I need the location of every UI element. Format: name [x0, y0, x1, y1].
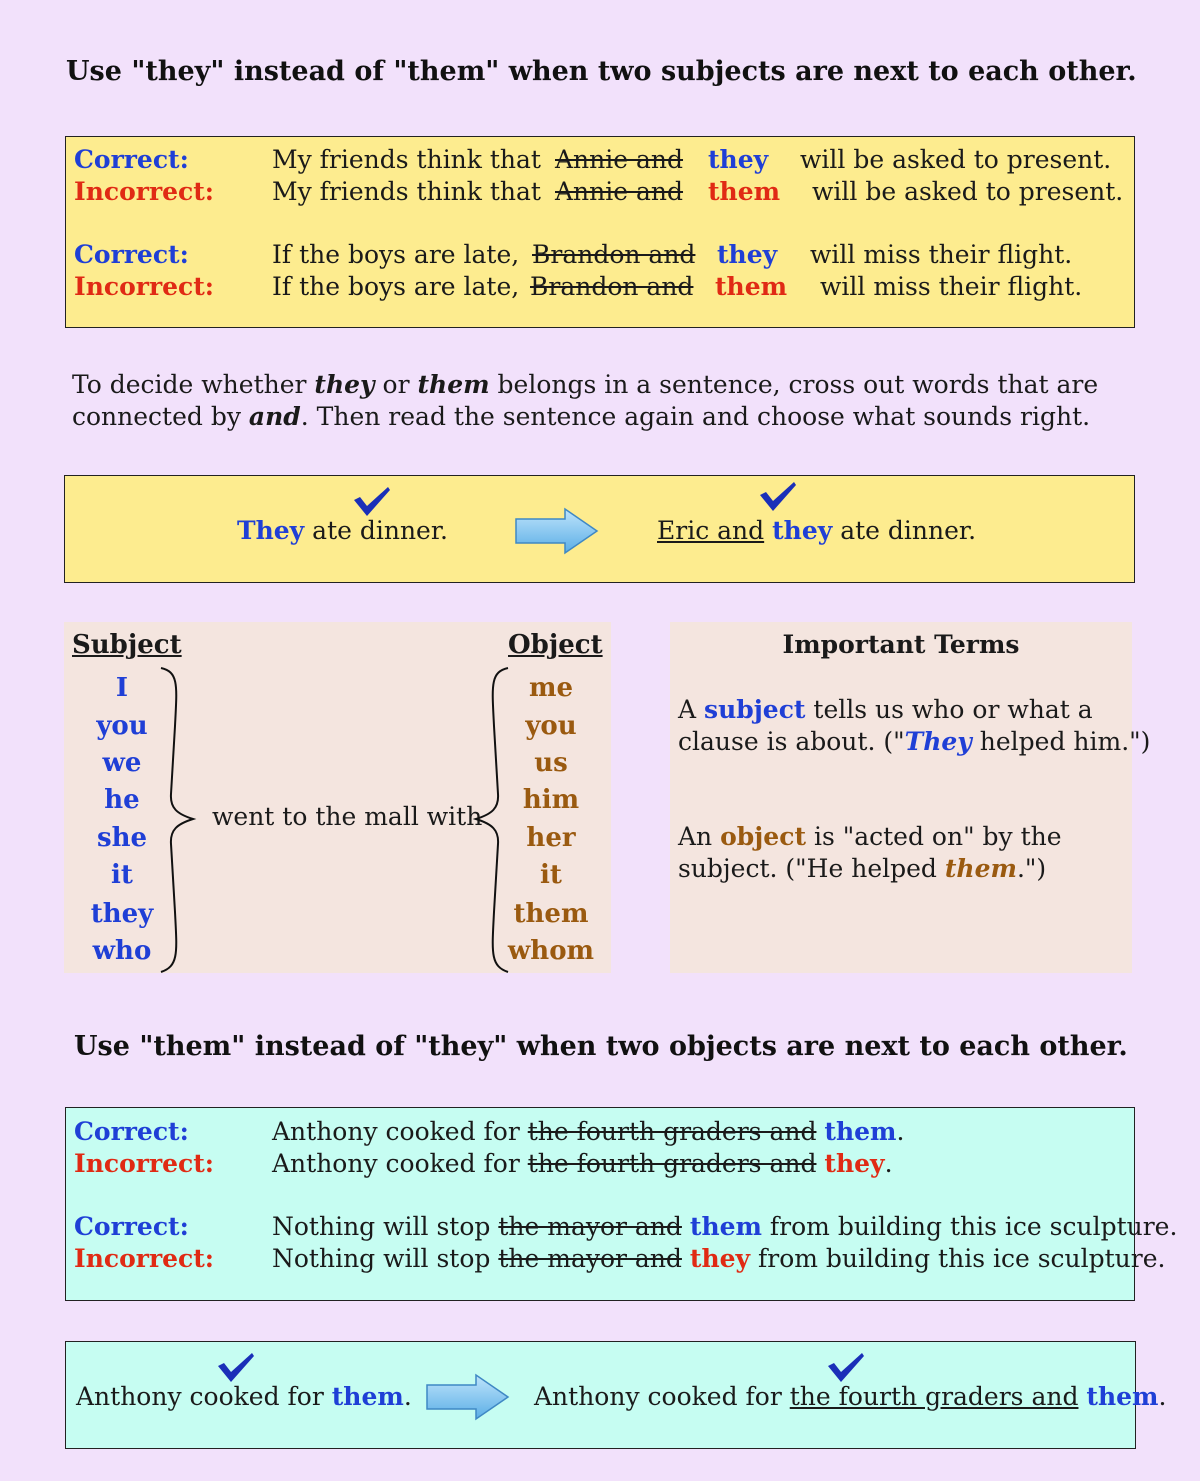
row-sentence: [272, 1212, 1177, 1241]
row-label: Correct:: [74, 145, 189, 174]
sentence-end: .: [1158, 1382, 1167, 1411]
instruction-text: connected by: [72, 402, 249, 431]
object-header: Object: [508, 630, 603, 660]
right-brace: [159, 666, 199, 974]
sentence-end: .: [403, 1382, 412, 1411]
definition-text: ."): [1016, 854, 1047, 883]
demo-right-sentence: [657, 516, 976, 545]
row-start: Nothing will stop: [272, 1212, 499, 1241]
demo-right-sentence: [534, 1382, 1166, 1411]
row-end: from building this ice sculpture.: [750, 1244, 1166, 1273]
demo-left-sentence: [237, 516, 448, 545]
pronoun: they: [717, 240, 778, 269]
subject-pronoun: we: [102, 748, 142, 778]
row-end: .: [896, 1117, 905, 1146]
object-pronoun: them: [513, 899, 589, 929]
row-label: Incorrect:: [74, 1149, 215, 1178]
row-start: If the boys are late,: [272, 272, 520, 301]
subject-pronoun: I: [115, 673, 129, 703]
definition-text: subject. ("He helped: [678, 854, 945, 883]
object-pronoun: him: [522, 785, 580, 815]
sentence-start: Anthony cooked for: [76, 1382, 332, 1411]
example-word: They: [904, 727, 972, 756]
pronoun: them: [331, 1382, 404, 1411]
definition-text: An: [678, 822, 721, 851]
checkmark-icon: [216, 1352, 256, 1384]
section1-heading: Use "they" instead of "them" when two subjects are next to each other.: [66, 56, 1137, 87]
terms-title: Important Terms: [782, 630, 1020, 659]
object-pronoun: me: [528, 673, 574, 703]
object-pronoun: you: [525, 711, 577, 741]
struck-words: Brandon and: [530, 272, 694, 301]
object-pronoun: her: [526, 823, 576, 853]
row-end: .: [884, 1149, 893, 1178]
right-arrow-icon: [515, 508, 599, 554]
row-end: will miss their flight.: [820, 272, 1083, 301]
row-label: Correct:: [74, 240, 189, 269]
sentence-rest: ate dinner.: [304, 516, 449, 545]
struck-words: the mayor and: [498, 1212, 682, 1241]
checkmark-icon: [758, 481, 798, 513]
subject-pronoun: he: [104, 785, 140, 815]
struck-words: the mayor and: [498, 1244, 682, 1273]
row-start: My friends think that: [272, 177, 541, 206]
term-word: object: [720, 822, 806, 851]
checkmark-icon: [826, 1352, 866, 1384]
row-end: will be asked to present.: [812, 177, 1124, 206]
brace-middle-text: went to the mall with: [212, 802, 483, 831]
row-start: Anthony cooked for: [272, 1149, 528, 1178]
row-sentence: [272, 1244, 1165, 1273]
struck-words: Annie and: [555, 145, 684, 174]
row-end: will be asked to present.: [800, 145, 1112, 174]
subject-pronoun: she: [96, 823, 148, 853]
instruction-keyword: they: [314, 370, 375, 399]
pronoun: them: [689, 1212, 762, 1241]
instruction-keyword: them: [417, 370, 490, 399]
struck-words: Brandon and: [532, 240, 696, 269]
object-pronoun: it: [540, 860, 562, 890]
pronoun: They: [237, 516, 305, 545]
pronoun: they: [689, 1244, 751, 1273]
right-arrow-icon: [426, 1374, 510, 1420]
row-sentence: [272, 1117, 904, 1146]
object-definition: [678, 821, 1062, 885]
row-label: Incorrect:: [74, 272, 215, 301]
struck-words: the fourth graders and: [527, 1117, 817, 1146]
they-examples-box: [65, 136, 1135, 328]
object-pronoun: whom: [507, 936, 595, 966]
instruction-paragraph: [72, 369, 1152, 433]
row-label: Correct:: [74, 1212, 189, 1241]
struck-words: Annie and: [555, 177, 684, 206]
row-start: If the boys are late,: [272, 240, 520, 269]
sentence-start: Anthony cooked for: [534, 1382, 790, 1411]
them-demo-box: [65, 1341, 1167, 1449]
pronoun: them: [1086, 1382, 1159, 1411]
subject-header: Subject: [72, 630, 182, 660]
struck-words: the fourth graders and: [527, 1149, 817, 1178]
instruction-text: or: [374, 370, 418, 399]
instruction-text: . Then read the sentence again and choose what sounds right.: [300, 402, 1091, 431]
sentence-rest: ate dinner.: [832, 516, 977, 545]
row-start: Anthony cooked for: [272, 1117, 528, 1146]
row-label: Incorrect:: [74, 177, 215, 206]
instruction-text: To decide whether: [72, 370, 315, 399]
definition-text: is "acted on" by the: [806, 822, 1062, 851]
subject-pronoun: who: [92, 936, 152, 966]
checkmark-icon: [352, 486, 392, 518]
definition-text: tells us who or what a: [805, 695, 1093, 724]
pronoun: them: [715, 272, 788, 301]
row-end: from building this ice sculpture.: [761, 1212, 1178, 1241]
row-start: Nothing will stop: [272, 1244, 499, 1273]
instruction-text: belongs in a sentence, cross out words that are: [489, 370, 1099, 399]
subject-pronoun: you: [96, 711, 148, 741]
row-sentence: [272, 1149, 893, 1178]
they-demo-box: [64, 475, 1135, 583]
definition-text: clause is about. (": [678, 727, 905, 756]
object-pronoun: us: [534, 748, 568, 778]
subject-definition: [678, 694, 1150, 758]
pronoun: they: [708, 145, 769, 174]
section2-heading: Use "them" instead of "they" when two objects are next to each other.: [74, 1031, 1128, 1062]
row-label: Correct:: [74, 1117, 189, 1146]
definition-text: helped him."): [971, 727, 1151, 756]
instruction-keyword: and: [248, 402, 301, 431]
pronoun-chart-panel: [64, 622, 611, 973]
definition-text: A: [678, 695, 705, 724]
them-examples-box: [65, 1107, 1178, 1301]
demo-left-sentence: [76, 1382, 412, 1411]
subject-pronoun: it: [111, 860, 133, 890]
pronoun: they: [824, 1149, 885, 1178]
row-label: Incorrect:: [74, 1244, 215, 1273]
pronoun: them: [708, 177, 781, 206]
term-word: subject: [704, 695, 806, 724]
underlined-words: the fourth graders and: [789, 1382, 1079, 1411]
example-word: them: [944, 854, 1017, 883]
pronoun: they: [772, 516, 833, 545]
row-start: My friends think that: [272, 145, 541, 174]
row-end: will miss their flight.: [810, 240, 1073, 269]
important-terms-panel: [670, 622, 1151, 973]
subject-pronoun: they: [90, 899, 154, 929]
pronoun: them: [824, 1117, 897, 1146]
underlined-words: Eric and: [657, 516, 765, 545]
